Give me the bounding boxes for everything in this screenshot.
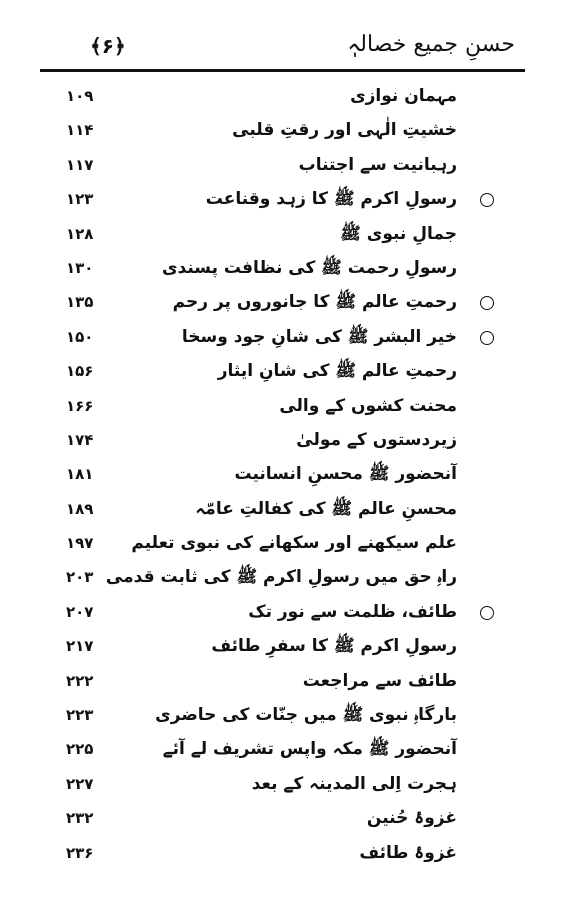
table-of-contents (0, 81, 565, 872)
toc-page-number: ۱۸۱ (66, 465, 94, 484)
toc-page-number: ۱۹۷ (66, 534, 94, 553)
toc-entry-title: جمالِ نبوی ﷺ (340, 223, 457, 244)
toc-entry-title: خیر البشر ﷺ کی شانِ جود وسخا (181, 326, 457, 347)
toc-row (0, 219, 565, 253)
toc-row (0, 459, 565, 493)
toc-row (0, 700, 565, 734)
toc-entry-title: رحمتِ عالم ﷺ کا جانوروں پر رحم (172, 292, 457, 313)
toc-entry-title: بارگاہِ نبوی ﷺ میں جنّات کی حاضری (155, 705, 457, 726)
circle-marker-icon (480, 193, 494, 207)
toc-entry-title: محنت کشوں کے والی (279, 395, 457, 416)
toc-entry-title: آنحضور ﷺ مکہ واپس تشریف لے آئے (162, 739, 457, 760)
toc-row (0, 769, 565, 803)
circle-marker-icon (480, 296, 494, 310)
page-number: ﴿۶﴾ (90, 34, 126, 58)
page-header (40, 28, 525, 68)
toc-page-number: ۱۸۹ (66, 499, 94, 518)
toc-entry-title: راہِ حق میں رسولِ اکرم ﷺ کی ثابت قدمی (105, 567, 457, 588)
toc-page-number: ۱۵۰ (66, 327, 94, 346)
toc-page-number: ۲۲۲ (66, 671, 94, 690)
toc-page-number: ۲۰۳ (66, 568, 94, 587)
toc-page-number: ۲۲۷ (66, 774, 94, 793)
toc-entry-title: محسنِ عالم ﷺ کی کفالتِ عامّہ (195, 498, 457, 519)
toc-page-number: ۲۳۶ (66, 843, 94, 862)
toc-row (0, 838, 565, 872)
toc-page-number: ۱۰۹ (66, 87, 94, 105)
toc-row (0, 322, 565, 356)
toc-row (0, 631, 565, 665)
toc-row (0, 150, 565, 184)
toc-page-number: ۱۶۶ (66, 396, 94, 415)
toc-entry-title: طائف سے مراجعت (302, 670, 457, 691)
toc-entry-title: رحمتِ عالم ﷺ کی شانِ ایثار (217, 361, 457, 382)
toc-row (0, 253, 565, 287)
toc-row (0, 734, 565, 768)
toc-entry-title: آنحضور ﷺ محسنِ انسانیت (234, 464, 457, 485)
toc-page-number: ۱۳۵ (66, 293, 94, 312)
toc-page-number: ۱۲۸ (66, 224, 94, 243)
toc-row (0, 803, 565, 837)
toc-page-number: ۱۳۰ (66, 258, 94, 277)
toc-row (0, 425, 565, 459)
toc-page-number: ۱۱۷ (66, 155, 94, 174)
toc-row (0, 391, 565, 425)
toc-entry-title: مہمان نوازی (350, 86, 457, 106)
toc-row (0, 184, 565, 218)
running-title: حسنِ جمیع خصالہٖ (347, 32, 515, 57)
toc-entry-title: رہبانیت سے اجتناب (298, 154, 457, 175)
toc-page-number: ۱۷۴ (66, 430, 94, 449)
toc-entry-title: خشیتِ الٰہی اور رقتِ قلبی (232, 120, 457, 141)
circle-marker-icon (480, 606, 494, 620)
toc-entry-title: زیردستوں کے مولیٰ (296, 429, 457, 450)
toc-entry-title: رسولِ رحمت ﷺ کی نظافت پسندی (161, 257, 457, 278)
toc-row (0, 494, 565, 528)
toc-page-number: ۲۰۷ (66, 602, 94, 621)
toc-page-number: ۲۱۷ (66, 637, 94, 656)
toc-row (0, 287, 565, 321)
header-rule (40, 69, 525, 72)
toc-page-number: ۲۳۲ (66, 809, 94, 828)
toc-row (0, 81, 565, 115)
toc-row (0, 562, 565, 596)
toc-entry-title: ہجرت اِلی المدینہ کے بعد (251, 773, 457, 794)
toc-row (0, 666, 565, 700)
toc-row (0, 597, 565, 631)
toc-entry-title: طائف، ظلمت سے نور تک (248, 601, 457, 622)
toc-entry-title: غزوۂ حُنین (366, 808, 457, 829)
toc-entry-title: علم سیکھنے اور سکھانے کی نبوی تعلیم (131, 533, 457, 554)
toc-row (0, 356, 565, 390)
toc-entry-title: رسولِ اکرم ﷺ کا زہد وقناعت (205, 189, 457, 210)
toc-row (0, 528, 565, 562)
circle-marker-icon (480, 331, 494, 345)
toc-page-number: ۱۵۶ (66, 362, 94, 381)
toc-entry-title: رسولِ اکرم ﷺ کا سفرِ طائف (211, 636, 457, 657)
toc-entry-title: غزوۂ طائف (359, 842, 457, 863)
toc-row (0, 115, 565, 149)
toc-page-number: ۲۲۳ (66, 706, 94, 725)
toc-page-number: ۱۲۳ (66, 190, 94, 209)
toc-page-number: ۲۲۵ (66, 740, 94, 759)
toc-page-number: ۱۱۴ (66, 121, 94, 140)
